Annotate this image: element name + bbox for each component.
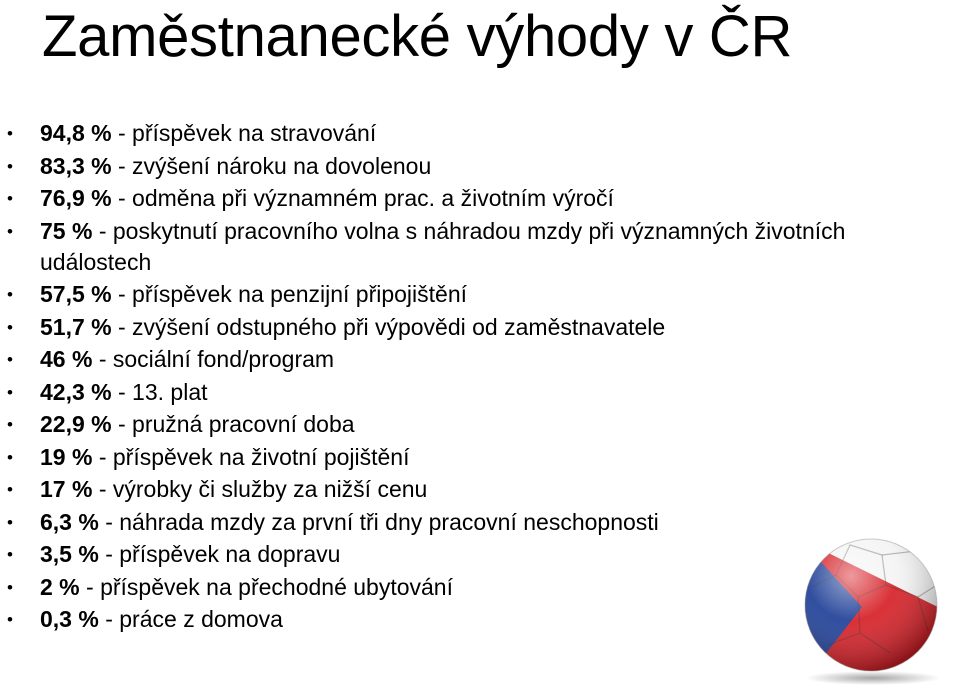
bullet-icon: •: [7, 124, 13, 143]
benefit-percentage: 17 %: [40, 476, 93, 502]
benefit-percentage: 94,8 %: [40, 120, 112, 146]
czech-flag-ball-icon: [790, 535, 952, 687]
benefit-percentage: 6,3 %: [40, 508, 99, 535]
bullet-icon: •: [7, 480, 13, 499]
list-item: [0, 604, 880, 635]
benefit-description: - odměna při významném prac. a životním výročí: [111, 185, 614, 211]
benefit-percentage: 83,3 %: [40, 152, 112, 179]
benefit-percentage: 76,9 %: [40, 185, 112, 211]
benefits-list: [0, 118, 880, 637]
benefit-percentage: 46 %: [40, 346, 93, 372]
benefit-description: - výrobky či služby za nižší cenu: [92, 476, 428, 502]
slide-title: Zaměstnanecké výhody v ČR: [42, 4, 793, 69]
list-item: [0, 572, 880, 603]
list-item: [0, 312, 880, 343]
list-item: [0, 216, 880, 278]
bullet-icon: •: [7, 382, 13, 402]
benefit-percentage: 3,5 %: [40, 541, 99, 567]
bullet-icon: •: [7, 610, 13, 629]
list-item: [0, 539, 880, 570]
benefit-description: - sociální fond/program: [92, 346, 335, 372]
list-item: [0, 183, 880, 214]
list-item: [0, 507, 880, 538]
benefit-percentage: 75 %: [40, 217, 93, 244]
benefit-percentage: 2 %: [40, 573, 80, 600]
benefit-percentage: 22,9 %: [40, 411, 112, 437]
bullet-icon: •: [7, 415, 13, 434]
benefit-percentage: 57,5 %: [40, 281, 112, 307]
list-item: [0, 442, 880, 473]
benefit-description: - zvýšení nároku na dovolenou: [111, 152, 432, 179]
benefit-description: - příspěvek na stravování: [111, 120, 377, 146]
benefit-description: - příspěvek na dopravu: [98, 541, 341, 567]
list-item: [0, 118, 880, 149]
benefit-percentage: 19 %: [40, 443, 93, 470]
benefit-description: - pružná pracovní doba: [111, 411, 355, 437]
list-item: [0, 377, 880, 408]
benefit-percentage: 42,3 %: [40, 378, 112, 405]
benefit-description: - příspěvek na přechodné ubytování: [79, 573, 453, 600]
benefit-description: - náhrada mzdy za první tři dny pracovní neschopnosti: [98, 508, 659, 535]
bullet-icon: •: [7, 545, 13, 564]
bullet-icon: •: [7, 189, 13, 208]
bullet-icon: •: [7, 156, 13, 176]
benefit-description: - 13. plat: [111, 378, 208, 405]
benefit-description: - práce z domova: [98, 606, 283, 632]
list-item: [0, 151, 880, 182]
list-item: [0, 409, 880, 440]
benefit-percentage: 51,7 %: [40, 313, 112, 340]
bullet-icon: •: [7, 221, 13, 241]
list-item: [0, 474, 880, 505]
bullet-icon: •: [7, 447, 13, 467]
bullet-icon: •: [7, 285, 13, 304]
benefit-description: - příspěvek na životní pojištění: [92, 443, 410, 470]
bullet-icon: •: [7, 512, 13, 532]
list-item: [0, 279, 880, 310]
bullet-icon: •: [7, 577, 13, 597]
benefit-percentage: 0,3 %: [40, 606, 99, 632]
benefit-description: - zvýšení odstupného při výpovědi od zaměstnavatele: [111, 313, 666, 340]
benefit-description: - poskytnutí pracovního volna s náhradou mzdy při významných životních událostech: [40, 217, 846, 275]
bullet-icon: •: [7, 350, 13, 369]
benefit-description: - příspěvek na penzijní připojištění: [111, 281, 468, 307]
list-item: [0, 344, 880, 375]
bullet-icon: •: [7, 317, 13, 337]
